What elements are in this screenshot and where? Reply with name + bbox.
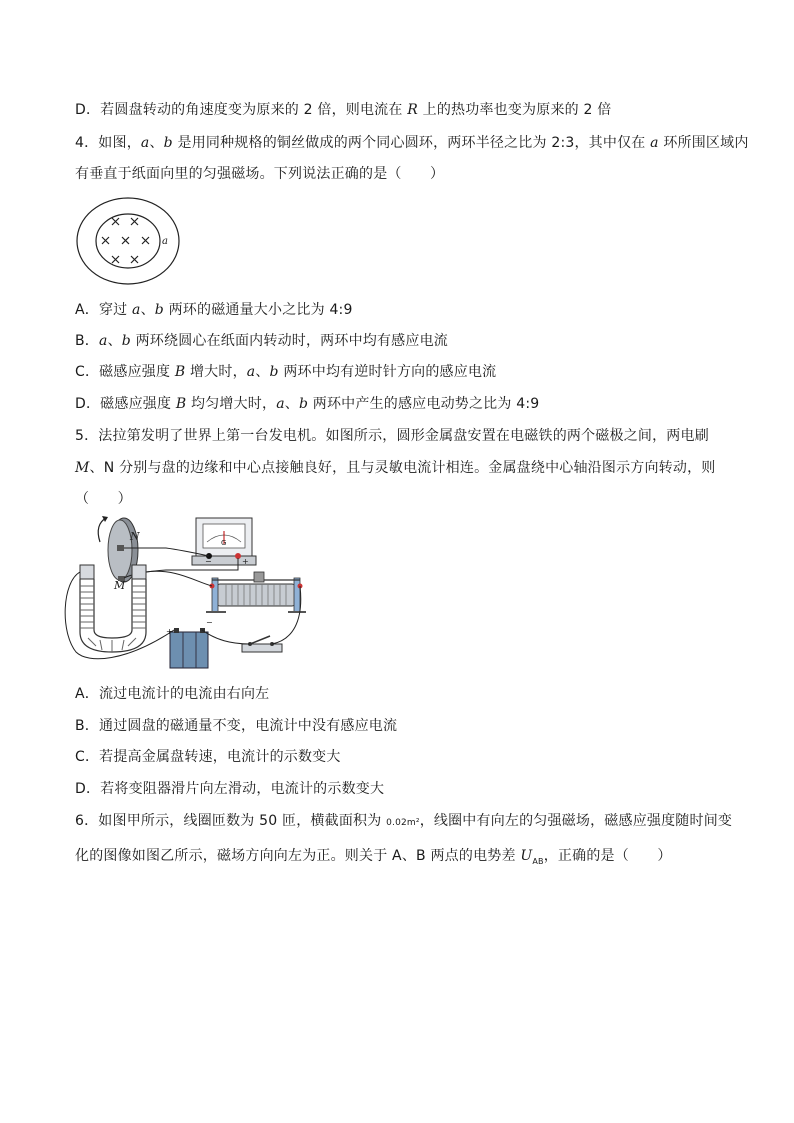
q5-var-m: M	[75, 460, 90, 476]
q6-stem-text: 6．如图甲所示，线圈匝数为 50 匝，横截面积为	[75, 813, 387, 829]
q4-stem-text2: 是用同种规格的铜丝做成的两个同心圆环，两环半径之比为 2:3，其中仅在	[172, 135, 651, 151]
q4-stem-text: 4．如图，	[75, 135, 141, 151]
q6-stem-text2: ，线圈中有向左的匀强磁场，磁感应强度随时间变	[419, 813, 733, 829]
q6-stem-text3: 化的图像如图乙所示，磁场方向向左为正。则关于 A、B 两点的电势差	[75, 848, 521, 864]
q4-c-sep: 、	[255, 364, 270, 380]
q5-label-n: N	[130, 530, 140, 543]
q5-stem-line3: （ ）	[75, 491, 132, 507]
q5-galvanometer-minus: −	[205, 557, 212, 566]
q4-stem-sep: 、	[149, 135, 164, 151]
q4-c-var-b-field: B	[174, 364, 186, 380]
q4-var-a: a	[140, 135, 150, 151]
q4-rings-figure	[74, 197, 184, 285]
q4-stem-text3: 环所围区域内	[658, 135, 749, 151]
q4-c-text2: 增大时，	[185, 364, 247, 380]
q5-option-a[interactable]: A．流过电流计的电流由右向左	[75, 686, 270, 702]
q4-stem-line1	[75, 133, 749, 153]
q5-apparatus-figure	[66, 512, 316, 677]
q4-c-var-b: b	[269, 364, 279, 380]
q4-c-var-a: a	[246, 364, 256, 380]
q4-d-text-end: 两环中产生的感应电动势之比为 4:9	[308, 396, 540, 412]
q4-c-text-end: 两环中均有逆时针方向的感应电流	[278, 364, 497, 380]
q4-field-crosses	[102, 218, 149, 263]
q4-b-var-b: b	[121, 333, 131, 349]
q5-galvanometer-g: G	[221, 539, 227, 547]
q5-brush-n	[117, 545, 124, 551]
q5-stem-line2	[75, 458, 715, 478]
q6-var-u: U	[520, 848, 533, 864]
q4-a-var-b: b	[154, 302, 164, 318]
q6-area-value: 0.02m²	[386, 818, 420, 828]
q4-b-var-a: a	[99, 333, 108, 349]
q5-option-d[interactable]: D．若将变阻器滑片向左滑动，电流计的示数变大	[75, 781, 385, 797]
q5-battery-minus: −	[206, 618, 213, 627]
q4-b-text-end: 两环绕圆心在纸面内转动时，两环中均有感应电流	[130, 333, 448, 349]
q4-d-text: D．磁感应强度	[75, 396, 176, 412]
q6-stem-line2	[75, 846, 672, 872]
q5-option-b[interactable]: B．通过圆盘的磁通量不变，电流计中没有感应电流	[75, 718, 398, 734]
q5-wire-circuit-2	[146, 571, 212, 586]
q4-a-text-end: 两环的磁通量大小之比为 4:9	[163, 302, 353, 318]
q6-stem-line1	[75, 811, 732, 833]
q4-d-var-b-field: B	[175, 396, 187, 412]
q3-option-d-var-r: R	[407, 102, 418, 118]
q3-option-d[interactable]	[75, 100, 611, 120]
q4-d-var-a: a	[276, 396, 285, 412]
q5-galvanometer	[192, 518, 256, 566]
q4-a-text: A．穿过	[75, 302, 133, 318]
q4-option-a[interactable]	[75, 300, 353, 320]
q4-d-text2: 均匀增大时，	[186, 396, 277, 412]
q4-a-var-a: a	[132, 302, 141, 318]
q5-electromagnet	[80, 565, 146, 652]
q4-b-text: B．	[75, 333, 100, 349]
q5-label-m: M	[114, 579, 126, 592]
q4-ring-a-label: a	[162, 236, 168, 247]
q4-option-c[interactable]	[75, 362, 496, 382]
q4-stem-line2: 有垂直于纸面向里的匀强磁场。下列说法正确的是（ ）	[75, 166, 445, 182]
q4-var-a2: a	[650, 135, 659, 151]
q5-stem-text2: 、N 分别与盘的边缘和中心点接触良好，且与灵敏电流计相连。金属盘绕中心轴沿图示方向转动，则	[89, 460, 716, 476]
q4-a-sep: 、	[140, 302, 155, 318]
q4-d-var-b: b	[298, 396, 309, 412]
q5-option-c[interactable]: C．若提高金属盘转速，电流计的示数变大	[75, 749, 341, 765]
q4-option-d[interactable]	[75, 394, 539, 414]
q4-option-b[interactable]	[75, 331, 448, 351]
q4-b-sep: 、	[107, 333, 122, 349]
q5-battery-plus: +	[166, 627, 173, 636]
q6-var-u-subscript: AB	[532, 857, 544, 866]
q5-galvanometer-plus: +	[242, 557, 249, 566]
q3-option-d-text-end: 上的热功率也变为原来的 2 倍	[418, 102, 612, 118]
q5-wire-circuit-3	[202, 630, 250, 644]
q5-stem-line1: 5．法拉第发明了世界上第一台发电机。如图所示，圆形金属盘安置在电磁铁的两个磁极之间，两电刷	[75, 428, 709, 444]
q6-stem-text-end: ，正确的是（ ）	[543, 848, 672, 864]
q4-d-sep: 、	[284, 396, 299, 412]
q3-option-d-text: D．若圆盘转动的角速度变为原来的 2 倍，则电流在	[75, 102, 408, 118]
q4-var-b: b	[163, 135, 173, 151]
q5-battery	[166, 618, 213, 668]
q4-c-text: C．磁感应强度	[75, 364, 175, 380]
q5-rheostat	[206, 572, 306, 612]
